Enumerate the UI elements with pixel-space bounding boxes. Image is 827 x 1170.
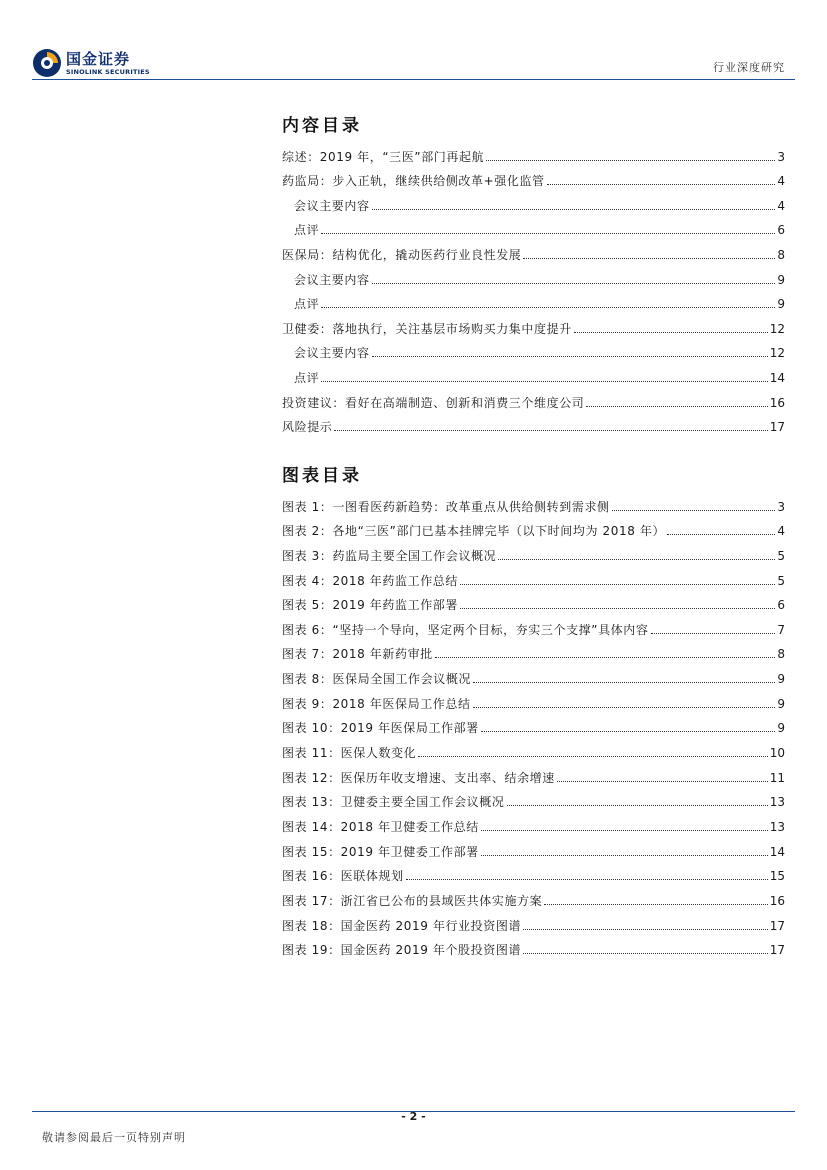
toc-entry-page: 12 — [769, 346, 785, 361]
header-divider — [32, 79, 795, 80]
page-number: - 2 - — [401, 1110, 426, 1123]
toc-entry[interactable] — [282, 712, 785, 737]
toc-entry-page: 14 — [769, 844, 785, 859]
toc-entry-title: 会议主要内容 — [294, 346, 370, 361]
toc-entry[interactable] — [282, 662, 785, 687]
toc-dot-leader — [372, 356, 768, 357]
toc-entry-title: 医保局：结构优化，撬动医药行业良性发展 — [282, 247, 522, 262]
toc-entry[interactable] — [282, 736, 785, 761]
footer-disclaimer: 敬请参阅最后一页特别声明 — [42, 1131, 186, 1144]
toc-entry[interactable] — [282, 638, 785, 663]
toc-entry[interactable] — [282, 140, 785, 165]
toc-entry[interactable] — [282, 810, 785, 835]
toc-entry-title: 点评 — [294, 297, 320, 312]
toc-entry-page: 5 — [777, 573, 785, 588]
toc-dot-leader — [523, 258, 775, 259]
toc-dot-leader — [321, 233, 775, 234]
toc-dot-leader — [406, 879, 768, 880]
toc-entry-page: 9 — [777, 721, 785, 736]
toc-entry-title: 图表 14：2018 年卫健委工作总结 — [282, 819, 479, 834]
toc-entry-page: 17 — [769, 420, 785, 435]
toc-dot-leader — [418, 756, 767, 757]
toc-entry-page: 9 — [777, 672, 785, 687]
toc-dot-leader — [481, 855, 768, 856]
toc-entry-page: 4 — [777, 174, 785, 189]
company-logo — [32, 47, 150, 79]
toc-entry-page: 9 — [777, 272, 785, 287]
toc-dot-leader — [667, 534, 775, 535]
toc-dot-leader — [523, 929, 768, 930]
toc-entry-title: 图表 2：各地“三医”部门已基本挂牌完毕（以下时间均为 2018 年） — [282, 524, 666, 539]
toc-entry-title: 图表 13：卫健委主要全国工作会议概况 — [282, 795, 505, 810]
toc-entry[interactable] — [282, 411, 785, 436]
toc-entry-page: 4 — [777, 198, 785, 213]
toc-entry-page: 7 — [777, 622, 785, 637]
toc-dot-leader — [651, 633, 776, 634]
toc-dot-leader — [544, 904, 767, 905]
toc-entry-title: 图表 11：医保人数变化 — [282, 746, 417, 761]
toc-entry-title: 图表 7：2018 年新药审批 — [282, 647, 433, 662]
toc-dot-leader — [321, 381, 768, 382]
toc-entry[interactable] — [282, 386, 785, 411]
toc-dot-leader — [557, 781, 768, 782]
toc-entry-title: 风险提示 — [282, 420, 333, 435]
toc-dot-leader — [481, 731, 776, 732]
toc-entry-page: 9 — [777, 297, 785, 312]
toc-dot-leader — [460, 584, 775, 585]
toc-entry-title: 卫健委：落地执行，关注基层市场购买力集中度提升 — [282, 321, 572, 336]
toc-entry-title: 会议主要内容 — [294, 198, 370, 213]
toc-dot-leader — [435, 657, 776, 658]
toc-dot-leader — [507, 805, 768, 806]
logo-mark-icon — [32, 48, 62, 78]
toc-entry-page: 17 — [769, 943, 785, 958]
toc-entry-title: 药监局：步入正轨，继续供给侧改革+强化监管 — [282, 174, 545, 189]
toc-entry-page: 3 — [777, 149, 785, 164]
toc-dot-leader — [486, 160, 775, 161]
toc-entry-page: 16 — [769, 395, 785, 410]
logo-name-en: SINOLINK SECURITIES — [66, 67, 150, 76]
toc-dot-leader — [460, 608, 775, 609]
toc-entry-page: 5 — [777, 548, 785, 563]
toc-entry-title: 图表 9：2018 年医保局工作总结 — [282, 696, 471, 711]
toc-entry[interactable] — [282, 312, 785, 337]
toc-entry-title: 图表 12：医保历年收支增速、支出率、结余增速 — [282, 770, 555, 785]
toc-entry-page: 12 — [769, 321, 785, 336]
toc-entry[interactable] — [282, 165, 785, 190]
toc-entry[interactable] — [282, 613, 785, 638]
toc-entry-title: 图表 6：“坚持一个导向，坚定两个目标，夯实三个支撑”具体内容 — [282, 622, 649, 637]
toc-dot-leader — [523, 953, 768, 954]
toc-entry[interactable] — [282, 761, 785, 786]
toc-entry-page: 14 — [769, 370, 785, 385]
toc-entry-title: 图表 19：国金医药 2019 年个股投资图谱 — [282, 943, 522, 958]
toc-entry-title: 图表 18：国金医药 2019 年行业投资图谱 — [282, 918, 522, 933]
toc-entry-page: 15 — [769, 869, 785, 884]
toc-entry[interactable] — [282, 539, 785, 564]
toc-entry[interactable] — [282, 934, 785, 959]
figures-title: 图表目录 — [282, 466, 362, 486]
toc-entry[interactable] — [282, 589, 785, 614]
toc-entry-title: 综述：2019 年，“三医”部门再起航 — [282, 149, 485, 164]
toc-dot-leader — [473, 682, 775, 683]
toc-entry[interactable] — [282, 564, 785, 589]
toc-entry[interactable] — [282, 884, 785, 909]
toc-entry-page: 13 — [769, 795, 785, 810]
toc-entry-title: 图表 16：医联体规划 — [282, 869, 404, 884]
toc-entry[interactable] — [282, 361, 785, 386]
toc-entry[interactable] — [282, 860, 785, 885]
toc-entry-title: 会议主要内容 — [294, 272, 370, 287]
toc-entry-page: 17 — [769, 918, 785, 933]
toc-entry[interactable] — [282, 515, 785, 540]
toc-entry-title: 投资建议：看好在高端制造、创新和消费三个维度公司 — [282, 395, 585, 410]
toc-entry-page: 6 — [777, 223, 785, 238]
toc-entry-page: 9 — [777, 696, 785, 711]
toc-entry[interactable] — [282, 189, 785, 214]
toc-dot-leader — [372, 283, 776, 284]
report-type: 行业深度研究 — [713, 61, 785, 74]
logo-name-cn: 国金证券 — [66, 49, 131, 68]
toc-entry-page: 8 — [777, 247, 785, 262]
toc-entry[interactable] — [282, 288, 785, 313]
toc-entry-page: 3 — [777, 499, 785, 514]
toc-entry-title: 图表 10：2019 年医保局工作部署 — [282, 721, 479, 736]
figures-list — [282, 490, 785, 958]
toc-entry-page: 11 — [769, 770, 785, 785]
contents-title: 内容目录 — [282, 116, 362, 136]
toc-entry-page: 8 — [777, 647, 785, 662]
toc-dot-leader — [586, 406, 767, 407]
toc-entry-title: 图表 15：2019 年卫健委工作部署 — [282, 844, 479, 859]
toc-entry[interactable] — [282, 687, 785, 712]
toc-entry-title: 图表 1：一图看医药新趋势：改革重点从供给侧转到需求侧 — [282, 499, 610, 514]
toc-entry[interactable] — [282, 337, 785, 362]
contents-list — [282, 140, 785, 435]
toc-dot-leader — [547, 184, 776, 185]
toc-entry-page: 16 — [769, 893, 785, 908]
toc-entry-title: 图表 8：医保局全国工作会议概况 — [282, 672, 472, 687]
toc-entry-page: 10 — [769, 746, 785, 761]
toc-entry[interactable] — [282, 786, 785, 811]
toc-entry[interactable] — [282, 263, 785, 288]
toc-entry-title: 图表 5：2019 年药监工作部署 — [282, 598, 459, 613]
toc-entry-title: 图表 3：药监局主要全国工作会议概况 — [282, 548, 497, 563]
toc-dot-leader — [372, 209, 776, 210]
toc-dot-leader — [574, 332, 768, 333]
toc-entry[interactable] — [282, 238, 785, 263]
toc-entry[interactable] — [282, 214, 785, 239]
toc-entry-page: 13 — [769, 819, 785, 834]
toc-entry-page: 4 — [777, 524, 785, 539]
toc-entry-title: 点评 — [294, 370, 320, 385]
toc-dot-leader — [498, 559, 775, 560]
toc-dot-leader — [334, 430, 767, 431]
toc-dot-leader — [612, 510, 776, 511]
toc-entry-title: 图表 17：浙江省已公布的县域医共体实施方案 — [282, 893, 543, 908]
toc-entry-title: 点评 — [294, 223, 320, 238]
toc-entry[interactable] — [282, 835, 785, 860]
toc-entry-title: 图表 4：2018 年药监工作总结 — [282, 573, 459, 588]
toc-dot-leader — [473, 707, 776, 708]
toc-entry[interactable] — [282, 490, 785, 515]
toc-dot-leader — [321, 307, 775, 308]
toc-dot-leader — [481, 830, 768, 831]
toc-entry-page: 6 — [777, 598, 785, 613]
toc-entry[interactable] — [282, 909, 785, 934]
